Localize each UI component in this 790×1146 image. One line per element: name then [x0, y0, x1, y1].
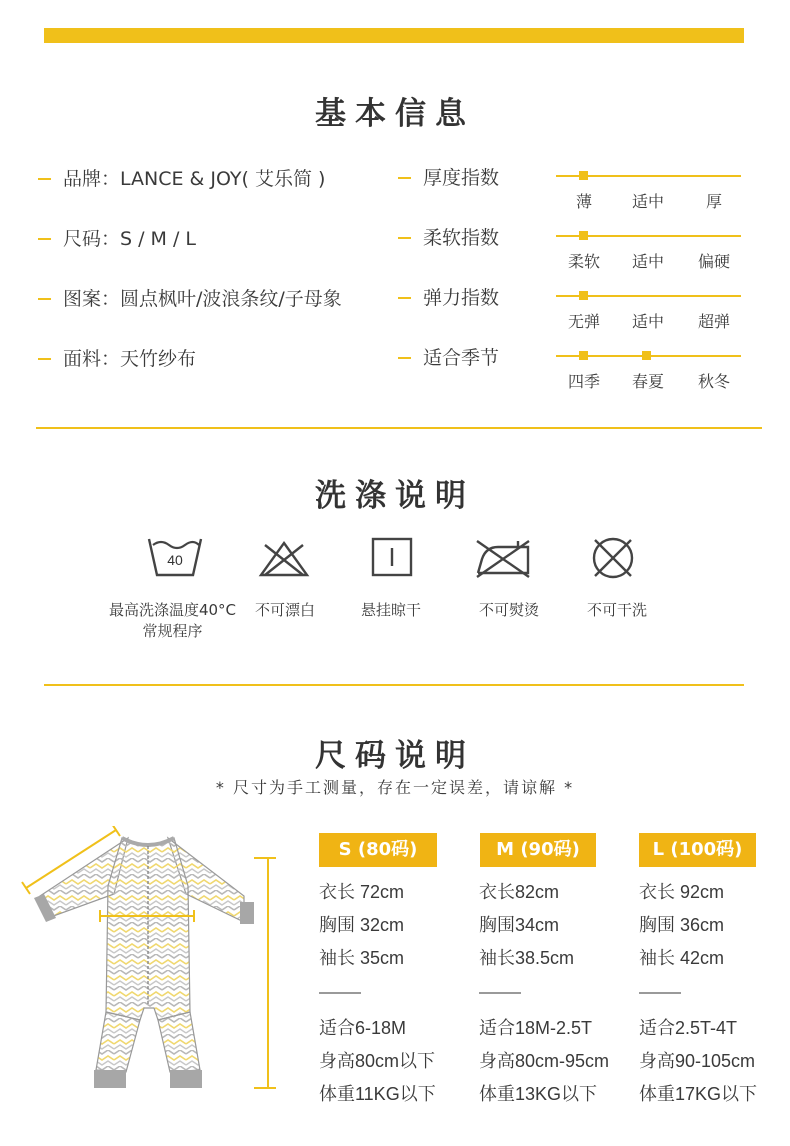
dash-marker [38, 298, 51, 300]
size-badge-m: M (90码) [480, 833, 596, 867]
romper-illustration [18, 826, 280, 1094]
scale-marker [579, 351, 588, 360]
size-weight: 体重11KG以下 [319, 1084, 436, 1104]
scale-option: 四季 [567, 372, 600, 391]
size-divider [319, 992, 361, 994]
size-sleeve: 袖长38.5cm [479, 948, 575, 968]
dash-marker [38, 178, 51, 180]
scale-option: 春夏 [631, 372, 664, 391]
index-softness-label: 柔软指数 [398, 223, 499, 250]
dash-marker [398, 297, 411, 299]
info-brand: 品牌：LANCE & JOY( 艾乐简 ) [38, 164, 325, 191]
dash-marker [38, 358, 51, 360]
scale-option: 适中 [631, 192, 664, 211]
size-chest: 胸围 36cm [639, 915, 725, 935]
no-iron-icon [474, 537, 532, 579]
scale-option: 秋冬 [697, 372, 730, 391]
size-weight: 体重13KG以下 [479, 1084, 598, 1104]
size-age: 适合2.5T-4T [639, 1018, 738, 1038]
wash-label-no-dry-clean: 不可干洗 [586, 601, 647, 619]
size-chest: 胸围 32cm [319, 915, 405, 935]
dash-marker [398, 177, 411, 179]
size-length: 衣长82cm [479, 882, 560, 902]
size-badge-l: L (100码) [639, 833, 756, 867]
size-height: 身高90-105cm [639, 1051, 756, 1071]
wash-temperature: 40 [167, 552, 183, 568]
size-height: 身高80cm以下 [319, 1051, 436, 1071]
no-dry-clean-icon [590, 535, 636, 581]
scale-option: 偏硬 [697, 252, 730, 271]
basic-info-title: 基本信息 [315, 96, 475, 132]
top-accent-bar [44, 28, 744, 43]
size-sleeve: 袖长 42cm [639, 948, 725, 968]
scale-option: 超弹 [697, 312, 730, 331]
scale-option: 厚 [705, 192, 722, 211]
size-length: 衣长 92cm [639, 882, 725, 902]
size-column-m [479, 876, 609, 1111]
hang-dry-icon [371, 537, 413, 577]
wash-label-temperature: 最高洗涤温度40°C 常规程序 [108, 601, 237, 640]
size-weight: 体重17KG以下 [639, 1084, 758, 1104]
size-sleeve: 袖长 35cm [319, 948, 405, 968]
wash-label-no-bleach: 不可漂白 [254, 601, 315, 619]
info-size: 尺码：S / M / L [38, 224, 196, 251]
index-season-label: 适合季节 [398, 343, 499, 370]
size-age: 适合18M-2.5T [479, 1018, 593, 1038]
section-divider [36, 427, 762, 429]
size-badge-s: S (80码) [319, 833, 437, 867]
scale-option: 薄 [575, 192, 592, 211]
scale-option: 适中 [631, 252, 664, 271]
scale-option: 适中 [631, 312, 664, 331]
wash-title: 洗涤说明 [315, 478, 475, 514]
index-thickness-label: 厚度指数 [398, 163, 499, 190]
size-subtitle: * 尺寸为手工测量，存在一定误差，请谅解 * [215, 778, 575, 797]
info-fabric: 面料：天竹纱布 [38, 344, 196, 371]
scale-marker [579, 171, 588, 180]
scale-option: 无弹 [567, 312, 600, 331]
size-column-s [319, 876, 436, 1111]
size-height: 身高80cm-95cm [479, 1051, 610, 1071]
wash-label-no-iron: 不可熨烫 [478, 601, 539, 619]
scale-marker [642, 351, 651, 360]
index-elasticity-label: 弹力指数 [398, 283, 499, 310]
info-pattern: 图案：圆点枫叶/波浪条纹/子母象 [38, 284, 342, 311]
scale-marker [579, 231, 588, 240]
no-bleach-icon [258, 540, 310, 578]
size-age: 适合6-18M [319, 1018, 407, 1038]
size-divider [639, 992, 681, 994]
scale-option: 柔软 [567, 252, 600, 271]
size-title: 尺码说明 [315, 738, 475, 774]
wash-label-hang-dry: 悬挂晾干 [360, 601, 421, 619]
size-length: 衣长 72cm [319, 882, 405, 902]
section-divider [44, 684, 744, 686]
size-column-l [639, 876, 757, 1111]
dash-marker [38, 238, 51, 240]
size-chest: 胸围34cm [479, 915, 560, 935]
size-divider [479, 992, 521, 994]
dash-marker [398, 237, 411, 239]
dash-marker [398, 357, 411, 359]
scale-marker [579, 291, 588, 300]
wash-40-icon [147, 536, 203, 578]
